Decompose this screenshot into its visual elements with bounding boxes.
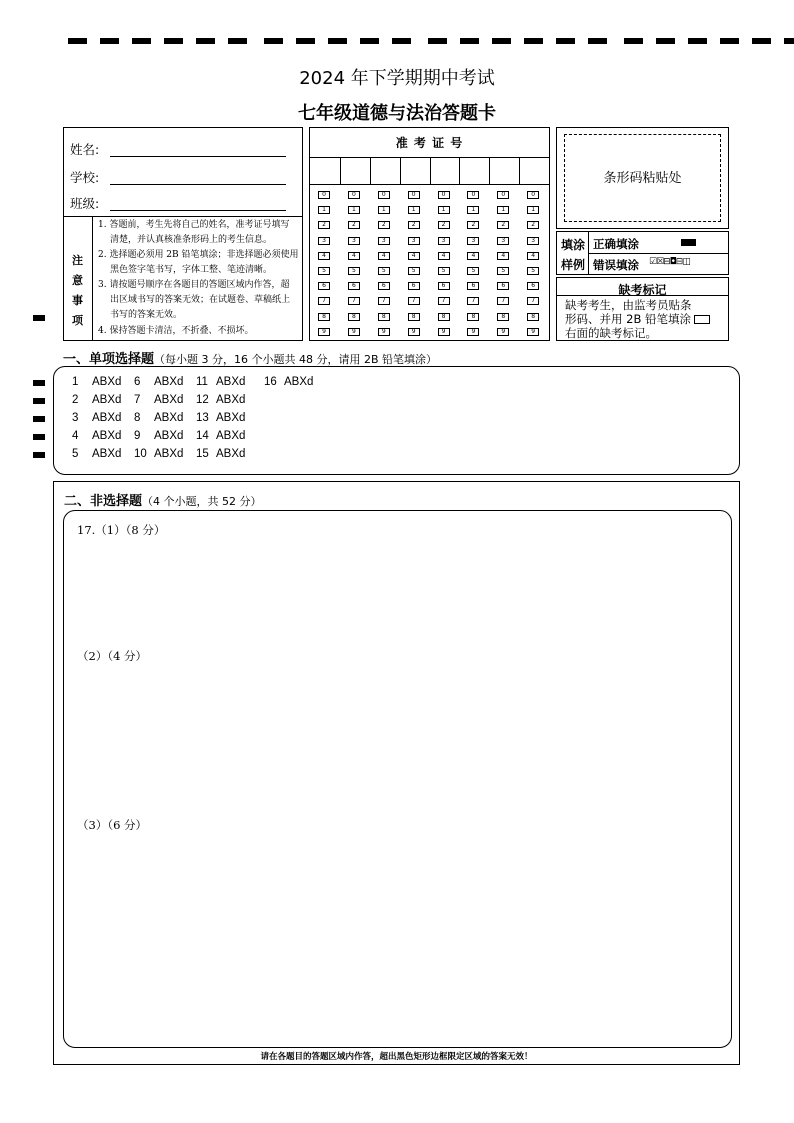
exam-id-digit-bubble[interactable]: 0: [497, 191, 509, 199]
notes-side-2: 意: [72, 274, 83, 287]
exam-id-digit-bubble[interactable]: 2: [497, 221, 509, 229]
question-number: 1: [72, 376, 79, 388]
section2-title: 二、非选择题: [64, 494, 143, 509]
top-bar-segment: [556, 38, 575, 44]
exam-id-digit-bubble[interactable]: 0: [408, 191, 420, 199]
note-line: 2. 选择题必须用 2B 铅笔填涂；非选择题必须使用: [98, 250, 299, 260]
exam-id-digit-bubble[interactable]: 2: [467, 221, 479, 229]
answer-options[interactable]: ABXd: [284, 376, 314, 388]
top-bar-segment: [588, 38, 607, 44]
exam-id-digit-bubble[interactable]: 7: [467, 297, 479, 305]
answer-options[interactable]: ABXd: [92, 448, 122, 460]
exam-id-digit-bubble[interactable]: 8: [467, 313, 479, 321]
top-bar-segment: [132, 38, 151, 44]
exam-id-digit-bubble[interactable]: 8: [318, 313, 330, 321]
absent-mark-box: [556, 277, 729, 341]
top-bar-segment: [624, 38, 643, 44]
question-number: 11: [196, 376, 208, 388]
exam-id-digit-bubble[interactable]: 7: [378, 297, 390, 305]
alignment-mark: [33, 398, 45, 404]
question-number: 10: [134, 448, 147, 460]
exam-id-digit-bubble[interactable]: 4: [467, 252, 479, 260]
q17-part2-label: （2）（4 分）: [77, 649, 148, 663]
question-number: 14: [196, 430, 209, 442]
answer-options[interactable]: ABXd: [154, 394, 184, 406]
exam-id-digit-bubble[interactable]: 8: [527, 313, 539, 321]
absent-text-3: 右面的缺考标记。: [565, 326, 657, 340]
exam-id-digit-bubble[interactable]: 2: [408, 221, 420, 229]
q17-part3-label: （3）（6 分）: [77, 818, 148, 832]
answer-options[interactable]: ABXd: [216, 394, 246, 406]
exam-id-digit-bubble[interactable]: 8: [497, 313, 509, 321]
class-field[interactable]: [110, 210, 286, 211]
q17-answer-box[interactable]: [63, 510, 732, 1048]
exam-id-digit-bubble[interactable]: 9: [408, 328, 420, 336]
note-line: 书写的答案无效。: [110, 310, 183, 320]
top-bar-segment: [264, 38, 283, 44]
exam-id-digit-bubble[interactable]: 5: [408, 267, 420, 275]
absent-text-1: 缺考考生，由监考员贴条: [565, 298, 692, 312]
exam-id-digit-bubble[interactable]: 6: [348, 282, 360, 290]
exam-id-grid: [309, 127, 550, 341]
top-bar-segment: [492, 38, 511, 44]
answer-options[interactable]: ABXd: [154, 430, 184, 442]
exam-id-digit-bubble[interactable]: 7: [348, 297, 360, 305]
top-bar-segment: [524, 38, 543, 44]
exam-id-digit-bubble[interactable]: 9: [467, 328, 479, 336]
exam-id-digit-bubble[interactable]: 2: [438, 221, 450, 229]
note-line: 4. 保持答题卡清洁，不折叠、不损坏。: [98, 326, 254, 336]
exam-id-digit-bubble[interactable]: 5: [438, 267, 450, 275]
answer-options[interactable]: ABXd: [92, 412, 122, 424]
note-line: 出区域书写的答案无效；在试题卷、草稿纸上: [110, 295, 291, 305]
choice-answer-area: [53, 366, 740, 475]
notes-side-1: 注: [72, 254, 83, 267]
answer-options[interactable]: ABXd: [154, 412, 184, 424]
name-label: 姓名:: [70, 142, 100, 157]
question-number: 3: [72, 412, 79, 424]
note-line: 1. 答题前，考生先将自己的姓名，准考证号填写: [98, 220, 290, 230]
exam-id-digit-bubble[interactable]: 8: [438, 313, 450, 321]
exam-id-digit-bubble[interactable]: 7: [438, 297, 450, 305]
top-bar-segment: [164, 38, 183, 44]
exam-id-digit-bubble[interactable]: 5: [378, 267, 390, 275]
question-number: 9: [134, 430, 141, 442]
top-bar-segment: [328, 38, 347, 44]
question-number: 5: [72, 448, 79, 460]
absent-text-2: 形码、并用 2B 铅笔填涂: [565, 312, 692, 326]
exam-id-digit-bubble[interactable]: 0: [527, 191, 539, 199]
exam-id-digit-bubble[interactable]: 1: [348, 206, 360, 214]
top-bar-segment: [392, 38, 411, 44]
exam-id-digit-bubble[interactable]: 6: [467, 282, 479, 290]
barcode-label: 条形码粘贴处: [603, 171, 682, 186]
top-bar-segment: [720, 38, 739, 44]
notes-side-4: 项: [72, 314, 83, 327]
exam-id-digit-bubble[interactable]: 9: [378, 328, 390, 336]
exam-id-digit-bubble[interactable]: 9: [348, 328, 360, 336]
exam-id-digit-bubble[interactable]: 1: [527, 206, 539, 214]
exam-id-digit-bubble[interactable]: 5: [467, 267, 479, 275]
notes-side-3: 事: [72, 294, 83, 307]
answer-options[interactable]: ABXd: [216, 430, 246, 442]
note-line: 黑色签字笔书写，字体工整、笔迹清晰。: [110, 265, 273, 275]
section1-heading: [63, 348, 437, 367]
exam-id-digit-bubble[interactable]: 5: [348, 267, 360, 275]
exam-id-digit-bubble[interactable]: 1: [467, 206, 479, 214]
exam-id-digit-bubble[interactable]: 0: [467, 191, 479, 199]
school-field[interactable]: [110, 184, 286, 185]
question-number: 12: [196, 394, 209, 406]
wrong-fill-symbols: ☑☒⊟◘⊟◫: [649, 257, 690, 267]
q17-part1-label: 17.（1）（8 分）: [77, 523, 166, 537]
barcode-area: [556, 127, 729, 229]
fill-example-side-2: 样例: [561, 258, 586, 272]
exam-id-digit-bubble[interactable]: 3: [497, 237, 509, 245]
top-bar-segment: [196, 38, 215, 44]
exam-id-digit-bubble[interactable]: 4: [348, 252, 360, 260]
wrong-fill-label: 错误填涂: [593, 258, 639, 272]
exam-id-digit-bubble[interactable]: 2: [378, 221, 390, 229]
exam-id-digit-bubble[interactable]: 6: [378, 282, 390, 290]
top-bar-segment: [68, 38, 87, 44]
exam-id-digit-bubble[interactable]: 0: [438, 191, 450, 199]
exam-id-digit-bubble[interactable]: 3: [378, 237, 390, 245]
exam-id-digit-bubble[interactable]: 0: [348, 191, 360, 199]
top-bar-segment: [360, 38, 379, 44]
answer-options[interactable]: ABXd: [216, 412, 246, 424]
exam-id-digit-bubble[interactable]: 1: [438, 206, 450, 214]
question-number: 16: [264, 376, 277, 388]
alignment-mark: [33, 380, 45, 386]
exam-id-digit-bubble[interactable]: 3: [348, 237, 360, 245]
exam-id-digit-bubble[interactable]: 5: [527, 267, 539, 275]
section1-note: （每小题 3 分，16 个小题共 48 分，请用 2B 铅笔填涂）: [154, 353, 438, 366]
exam-id-digit-bubble[interactable]: 1: [318, 206, 330, 214]
exam-id-digit-bubble[interactable]: 3: [318, 237, 330, 245]
exam-id-digit-bubble[interactable]: 2: [318, 221, 330, 229]
exam-id-digit-bubble[interactable]: 4: [438, 252, 450, 260]
exam-id-digit-bubble[interactable]: 1: [497, 206, 509, 214]
section1-title: 一、单项选择题: [63, 352, 155, 367]
exam-id-digit-bubble[interactable]: 1: [408, 206, 420, 214]
name-field[interactable]: [110, 156, 286, 157]
correct-fill-label: 正确填涂: [593, 237, 639, 251]
exam-id-digit-bubble[interactable]: 5: [318, 267, 330, 275]
top-bar-segment: [784, 38, 794, 44]
exam-id-digit-bubble[interactable]: 4: [497, 252, 509, 260]
exam-id-digit-bubble[interactable]: 9: [527, 328, 539, 336]
alignment-mark: [33, 315, 45, 321]
answer-options[interactable]: ABXd: [92, 394, 122, 406]
exam-id-digit-bubble[interactable]: 7: [527, 297, 539, 305]
answer-options[interactable]: ABXd: [216, 448, 246, 460]
absent-title: 缺考标记: [618, 283, 667, 297]
class-label: 班级:: [70, 196, 100, 211]
top-alignment-bar: [68, 38, 794, 44]
top-bar-segment: [296, 38, 315, 44]
exam-id-title: 准 考 证 号: [395, 136, 464, 150]
exam-id-digit-bubble[interactable]: 0: [378, 191, 390, 199]
exam-id-digit-bubble[interactable]: 0: [318, 191, 330, 199]
exam-id-digit-bubble[interactable]: 9: [318, 328, 330, 336]
exam-id-digit-bubble[interactable]: 9: [497, 328, 509, 336]
exam-id-digit-bubble[interactable]: 2: [527, 221, 539, 229]
exam-id-digit-bubble[interactable]: 8: [408, 313, 420, 321]
top-bar-segment: [228, 38, 247, 44]
exam-id-digit-bubble[interactable]: 9: [438, 328, 450, 336]
footer-warning: 请在各题目的答题区域内作答，超出黑色矩形边框限定区域的答案无效！: [260, 1052, 533, 1062]
exam-id-digit-bubble[interactable]: 4: [408, 252, 420, 260]
note-line: 清楚，并认真核准条形码上的考生信息。: [110, 235, 273, 245]
exam-id-digit-bubble[interactable]: 7: [497, 297, 509, 305]
correct-fill-mark: [681, 239, 696, 246]
top-bar-segment: [460, 38, 479, 44]
top-bar-segment: [688, 38, 707, 44]
answer-options[interactable]: ABXd: [92, 376, 122, 388]
exam-id-digit-bubble[interactable]: 1: [378, 206, 390, 214]
exam-id-digit-bubble[interactable]: 8: [378, 313, 390, 321]
answer-options[interactable]: ABXd: [216, 376, 246, 388]
question-number: 13: [196, 412, 209, 424]
question-number: 6: [134, 376, 141, 388]
exam-id-digit-bubble[interactable]: 2: [348, 221, 360, 229]
top-bar-segment: [100, 38, 119, 44]
exam-id-digit-bubble[interactable]: 3: [527, 237, 539, 245]
exam-id-digit-bubble[interactable]: 6: [497, 282, 509, 290]
exam-id-digit-bubble[interactable]: 6: [408, 282, 420, 290]
note-line: 3. 请按题号顺序在各题目的答题区域内作答，超: [98, 280, 290, 290]
exam-id-digit-bubble[interactable]: 6: [527, 282, 539, 290]
answer-options[interactable]: ABXd: [154, 448, 184, 460]
question-number: 4: [72, 430, 79, 442]
question-number: 15: [196, 448, 209, 460]
section2-heading: [64, 490, 262, 509]
top-bar-segment: [656, 38, 675, 44]
essay-answer-area: [53, 481, 740, 1065]
exam-title: 2024 年下学期期中考试: [299, 68, 495, 89]
exam-id-digit-bubble[interactable]: 4: [527, 252, 539, 260]
answer-options[interactable]: ABXd: [92, 430, 122, 442]
fill-example: [556, 231, 729, 275]
top-bar-segment: [752, 38, 771, 44]
exam-id-digit-bubble[interactable]: 8: [348, 313, 360, 321]
fill-example-side-1: 填涂: [561, 238, 586, 252]
exam-id-digit-bubble[interactable]: 3: [438, 237, 450, 245]
question-number: 8: [134, 412, 141, 424]
exam-id-digit-bubble[interactable]: 6: [438, 282, 450, 290]
exam-id-digit-bubble[interactable]: 3: [408, 237, 420, 245]
question-number: 7: [134, 394, 141, 406]
exam-id-digit-bubble[interactable]: 5: [497, 267, 509, 275]
exam-id-digit-bubble[interactable]: 7: [318, 297, 330, 305]
student-info-box: [63, 127, 303, 341]
exam-id-digit-bubble[interactable]: 6: [318, 282, 330, 290]
top-bar-segment: [428, 38, 447, 44]
alignment-mark: [33, 416, 45, 422]
card-title: 七年级道德与法治答题卡: [298, 103, 496, 124]
answer-options[interactable]: ABXd: [154, 376, 184, 388]
exam-id-digit-bubble[interactable]: 7: [408, 297, 420, 305]
alignment-mark: [33, 434, 45, 440]
exam-id-digit-bubble[interactable]: 4: [378, 252, 390, 260]
section2-note: （4 个小题，共 52 分）: [142, 495, 262, 508]
absent-checkbox[interactable]: [694, 315, 710, 324]
school-label: 学校:: [70, 170, 100, 185]
exam-id-digit-bubble[interactable]: 4: [318, 252, 330, 260]
exam-id-digit-bubble[interactable]: 3: [467, 237, 479, 245]
question-number: 2: [72, 394, 79, 406]
alignment-mark: [33, 452, 45, 458]
